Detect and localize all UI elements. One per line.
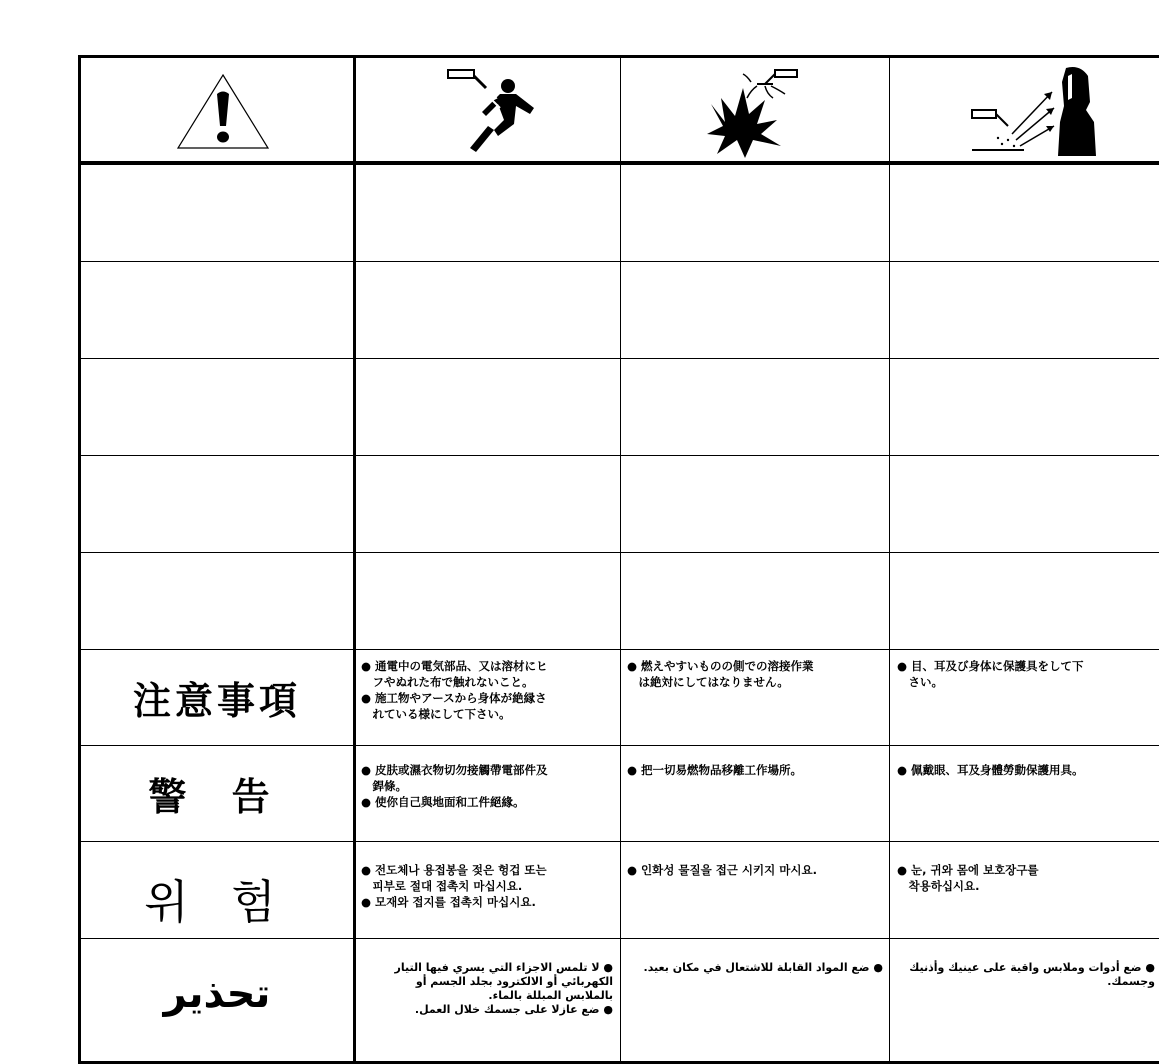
fire-warning-text: ● 燃えやすいものの側での溶接作業 は絶対にしてはなりません。 [627, 659, 814, 689]
empty-row [81, 262, 1159, 359]
empty-row [81, 456, 1159, 553]
row-chinese [81, 746, 1159, 842]
fire-warning-text: ● 인화성 물질을 접근 시키지 마시요. [627, 863, 817, 877]
lang-label-chinese: 警 告 [148, 775, 286, 819]
lang-label-japanese: 注意事項 [132, 679, 301, 723]
shock-warning-text: ● 전도체나 용접봉을 젖은 헝겁 또는 피부로 절대 접촉치 마십시요. ● 모재와 접지를 접촉치 마십시요. [361, 863, 547, 909]
arc-warning-text: ● 눈, 귀와 몸에 보호장구를 착용하십시요. [897, 863, 1039, 893]
arc-warning-text: ● 佩戴眼、耳及身體勞動保護用具。 [897, 763, 1084, 777]
fire-warning-text: ● ضع المواد القابلة للاشتعال في مكان بعيد. [643, 961, 883, 974]
explosion-icon-cell [621, 58, 889, 161]
shock-warning-text: ● 通電中の電気部品、又は溶材にヒ フやぬれた布で触れないこと。 ● 施工物やアースから身体が絶縁さ れている様にして下さい。 [361, 659, 548, 721]
row-japanese [81, 650, 1159, 746]
fire-warning-text: ● 把一切易燃物品移離工作場所。 [627, 763, 803, 777]
shock-warning-text: ● 皮肤或濕衣物切勿接觸帶電部件及 銲條。 ● 使你自己與地面和工件絕緣。 [361, 763, 548, 809]
arc-rays-icon-cell [890, 58, 1159, 161]
arc-warning-text: ● 目、耳及び身体に保護具をして下 さい。 [897, 659, 1084, 689]
explosion-sparks-icon [703, 64, 813, 160]
warning-icon-cell [81, 58, 353, 161]
lang-label-korean: 위 험 [144, 875, 290, 929]
lang-label-arabic: تحذير [163, 971, 271, 1017]
shock-icon-cell [356, 58, 620, 161]
warning-triangle-icon [176, 72, 271, 152]
welding-arc-rays-face-shield-icon [968, 62, 1098, 160]
electric-shock-icon [438, 66, 548, 158]
arc-warning-text: ● ضع أدوات وملابس واقية على عينيك وأذنيك وجسمك. [909, 961, 1155, 988]
empty-row [81, 359, 1159, 456]
row-korean [81, 842, 1159, 939]
icon-header-row [81, 58, 1159, 165]
warning-table [78, 55, 1159, 1064]
shock-warning-text: ● لا تلمس الاجزاء التي يسري فيها التيار الكهربائي أو الالكترود بجلد الجسم أو بالملابس المبللة بالماء. ● ضع عازلا على جسمك خلال العمل. [394, 961, 613, 1016]
empty-row [81, 553, 1159, 650]
empty-row [81, 165, 1159, 262]
row-arabic [81, 939, 1159, 1064]
